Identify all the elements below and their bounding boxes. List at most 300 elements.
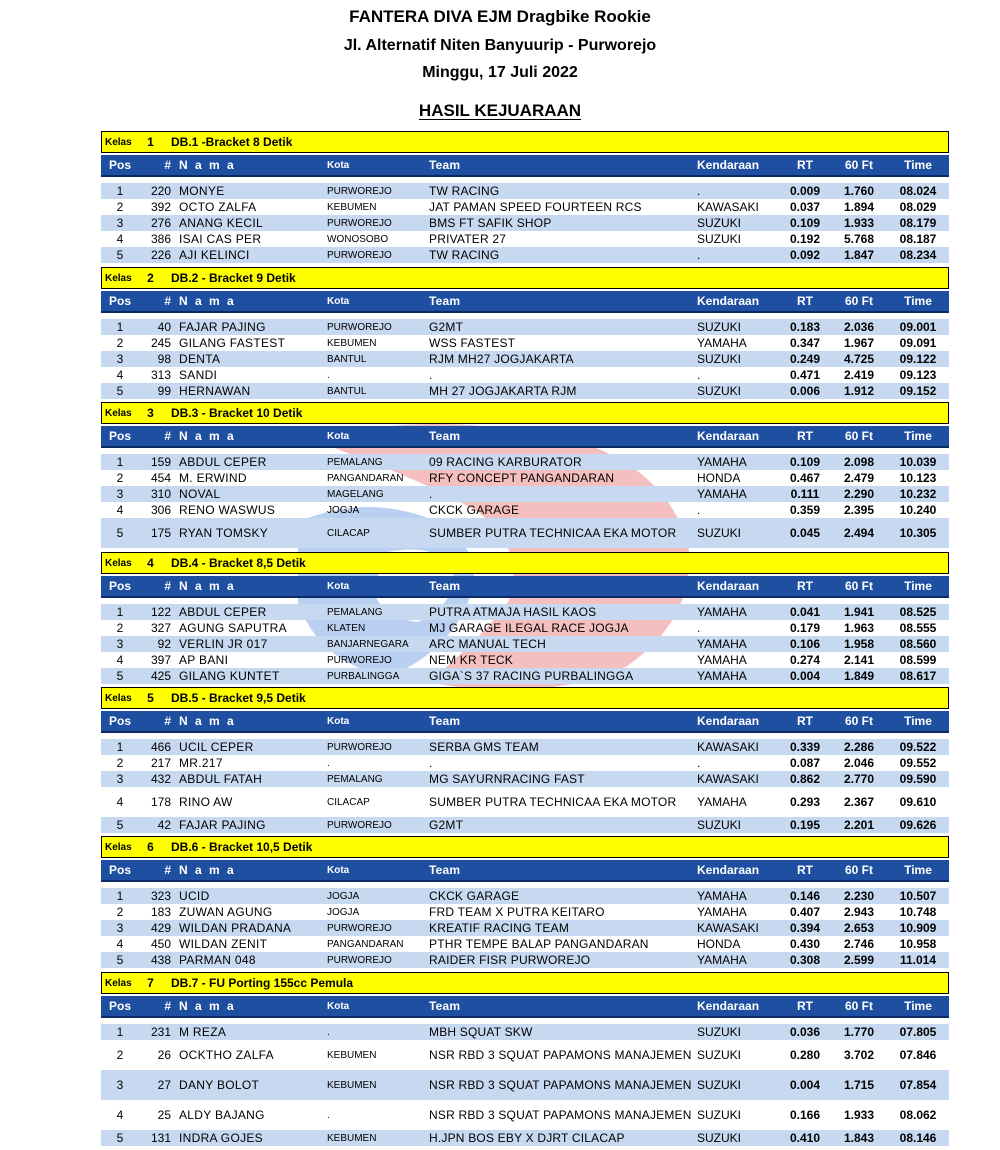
rider-name-cell: ABDUL CEPER bbox=[179, 455, 267, 469]
position-cell: 2 bbox=[116, 200, 124, 214]
result-row bbox=[101, 755, 949, 771]
vehicle-cell: YAMAHA bbox=[697, 336, 747, 350]
rider-name-cell: DANY BOLOT bbox=[179, 1078, 260, 1092]
result-row bbox=[101, 383, 949, 399]
finish-time-cell: 10.039 bbox=[899, 455, 937, 469]
position-cell: 3 bbox=[116, 772, 124, 786]
class-label: Kelas bbox=[105, 272, 132, 284]
class-section bbox=[101, 131, 949, 263]
team-cell: . bbox=[429, 368, 433, 382]
col-pos-header: Pos bbox=[108, 714, 131, 728]
position-cell: 1 bbox=[116, 889, 124, 903]
team-cell: G2MT bbox=[429, 320, 464, 334]
sixty-ft-cell: 1.849 bbox=[843, 669, 875, 683]
col-city-header: Kota bbox=[327, 295, 350, 307]
column-header-row bbox=[101, 860, 949, 882]
rider-name-cell: AJI KELINCI bbox=[179, 248, 250, 262]
class-section bbox=[101, 836, 949, 968]
class-number: 7 bbox=[147, 976, 154, 990]
city-cell: PURWOREJO bbox=[327, 741, 392, 753]
rider-name-cell: ZUWAN AGUNG bbox=[179, 905, 273, 919]
vehicle-cell: YAMAHA bbox=[697, 905, 747, 919]
vehicle-cell: SUZUKI bbox=[697, 352, 742, 366]
sixty-ft-cell: 1.963 bbox=[843, 621, 875, 635]
city-cell: PEMALANG bbox=[327, 773, 383, 785]
col-vehicle-header: Kendaraan bbox=[697, 714, 760, 728]
rider-number-cell: 466 bbox=[150, 740, 171, 754]
result-row bbox=[101, 1100, 949, 1130]
position-cell: 4 bbox=[116, 937, 124, 951]
col-rt-header: RT bbox=[797, 579, 813, 593]
rider-number-cell: 310 bbox=[150, 487, 171, 501]
col-number-header: # bbox=[164, 863, 171, 877]
result-heading: HASIL KEJUARAAN bbox=[418, 101, 582, 120]
rider-number-cell: 131 bbox=[150, 1131, 171, 1145]
result-row bbox=[101, 920, 949, 936]
finish-time-cell: 07.846 bbox=[899, 1048, 937, 1062]
sixty-ft-cell: 2.479 bbox=[843, 471, 875, 485]
col-number-header: # bbox=[164, 158, 171, 172]
finish-time-cell: 08.560 bbox=[899, 637, 937, 651]
col-city-header: Kota bbox=[327, 1000, 350, 1012]
col-rt-header: RT bbox=[797, 863, 813, 877]
class-section bbox=[101, 402, 949, 548]
class-label: Kelas bbox=[105, 692, 132, 704]
vehicle-cell: SUZUKI bbox=[697, 526, 742, 540]
vehicle-cell: YAMAHA bbox=[697, 455, 747, 469]
position-cell: 2 bbox=[116, 756, 124, 770]
rider-number-cell: 306 bbox=[150, 503, 171, 517]
col-vehicle-header: Kendaraan bbox=[697, 579, 760, 593]
reaction-time-cell: 0.467 bbox=[789, 471, 821, 485]
position-cell: 4 bbox=[116, 653, 124, 667]
team-cell: . bbox=[429, 487, 433, 501]
sixty-ft-cell: 2.395 bbox=[843, 503, 875, 517]
col-60ft-header: 60 Ft bbox=[844, 714, 873, 728]
finish-time-cell: 08.146 bbox=[899, 1131, 937, 1145]
position-cell: 3 bbox=[116, 1078, 124, 1092]
finish-time-cell: 08.525 bbox=[899, 605, 937, 619]
result-row bbox=[101, 620, 949, 636]
col-pos-header: Pos bbox=[108, 999, 131, 1013]
rider-name-cell: WILDAN ZENIT bbox=[179, 937, 268, 951]
rider-number-cell: 327 bbox=[150, 621, 171, 635]
rider-number-cell: 392 bbox=[150, 200, 171, 214]
team-cell: RAIDER FISR PURWOREJO bbox=[429, 953, 591, 967]
class-name: DB.1 -Bracket 8 Detik bbox=[171, 135, 293, 149]
result-row bbox=[101, 231, 949, 247]
reaction-time-cell: 0.006 bbox=[789, 384, 821, 398]
result-row bbox=[101, 787, 949, 817]
rider-name-cell: DENTA bbox=[179, 352, 221, 366]
finish-time-cell: 08.599 bbox=[899, 653, 937, 667]
col-vehicle-header: Kendaraan bbox=[697, 294, 760, 308]
event-date: Minggu, 17 Juli 2022 bbox=[422, 64, 578, 81]
sixty-ft-cell: 2.201 bbox=[843, 818, 875, 832]
reaction-time-cell: 0.347 bbox=[789, 336, 821, 350]
result-row bbox=[101, 904, 949, 920]
finish-time-cell: 08.617 bbox=[899, 669, 937, 683]
team-cell: MH 27 JOGJAKARTA RJM bbox=[429, 384, 577, 398]
sixty-ft-cell: 2.230 bbox=[843, 889, 875, 903]
col-pos-header: Pos bbox=[108, 429, 131, 443]
vehicle-cell: SUZUKI bbox=[697, 818, 742, 832]
reaction-time-cell: 0.862 bbox=[789, 772, 821, 786]
reaction-time-cell: 0.308 bbox=[789, 953, 821, 967]
position-cell: 2 bbox=[116, 905, 124, 919]
col-name-header: N a m a bbox=[179, 863, 236, 877]
col-name-header: N a m a bbox=[179, 579, 236, 593]
rider-number-cell: 183 bbox=[150, 905, 171, 919]
position-cell: 1 bbox=[116, 184, 124, 198]
team-cell: WSS FASTEST bbox=[429, 336, 516, 350]
city-cell: PURWOREJO bbox=[327, 249, 392, 261]
col-number-header: # bbox=[164, 999, 171, 1013]
vehicle-cell: SUZUKI bbox=[697, 1108, 742, 1122]
city-cell: KEBUMEN bbox=[327, 1079, 377, 1091]
team-cell: RJM MH27 JOGJAKARTA bbox=[429, 352, 574, 366]
city-cell: PURWOREJO bbox=[327, 321, 392, 333]
team-cell: G2MT bbox=[429, 818, 464, 832]
rider-number-cell: 175 bbox=[150, 526, 171, 540]
vehicle-cell: YAMAHA bbox=[697, 669, 747, 683]
rider-number-cell: 429 bbox=[150, 921, 171, 935]
col-60ft-header: 60 Ft bbox=[844, 158, 873, 172]
city-cell: . bbox=[327, 757, 330, 769]
position-cell: 3 bbox=[116, 352, 124, 366]
col-60ft-header: 60 Ft bbox=[844, 863, 873, 877]
sixty-ft-cell: 2.599 bbox=[843, 953, 875, 967]
rider-name-cell: OCKTHO ZALFA bbox=[179, 1048, 274, 1062]
rider-number-cell: 25 bbox=[157, 1108, 171, 1122]
vehicle-cell: HONDA bbox=[697, 937, 741, 951]
rider-name-cell: RENO WASWUS bbox=[179, 503, 276, 517]
event-title: FANTERA DIVA EJM Dragbike Rookie bbox=[349, 7, 651, 26]
vehicle-cell: . bbox=[697, 503, 701, 517]
finish-time-cell: 08.179 bbox=[899, 216, 937, 230]
position-cell: 4 bbox=[116, 368, 124, 382]
column-header-row bbox=[101, 996, 949, 1018]
sixty-ft-cell: 2.141 bbox=[843, 653, 875, 667]
rider-name-cell: ALDY BAJANG bbox=[179, 1108, 265, 1122]
class-label: Kelas bbox=[105, 977, 132, 989]
city-cell: PANGANDARAN bbox=[327, 938, 404, 950]
team-cell: JAT PAMAN SPEED FOURTEEN RCS bbox=[429, 200, 642, 214]
reaction-time-cell: 0.471 bbox=[789, 368, 821, 382]
city-cell: WONOSOBO bbox=[327, 233, 389, 245]
reaction-time-cell: 0.004 bbox=[789, 1078, 821, 1092]
rider-number-cell: 159 bbox=[150, 455, 171, 469]
sixty-ft-cell: 5.768 bbox=[843, 232, 875, 246]
team-cell: . bbox=[429, 756, 433, 770]
col-team-header: Team bbox=[429, 714, 461, 728]
vehicle-cell: SUZUKI bbox=[697, 1025, 742, 1039]
city-cell: BANTUL bbox=[327, 353, 367, 365]
rider-number-cell: 425 bbox=[150, 669, 171, 683]
sixty-ft-cell: 2.036 bbox=[843, 320, 875, 334]
col-number-header: # bbox=[164, 714, 171, 728]
col-time-header: Time bbox=[904, 294, 932, 308]
city-cell: PEMALANG bbox=[327, 606, 383, 618]
class-section bbox=[101, 267, 949, 399]
class-number: 2 bbox=[147, 271, 154, 285]
col-name-header: N a m a bbox=[179, 294, 236, 308]
reaction-time-cell: 0.183 bbox=[789, 320, 821, 334]
class-label: Kelas bbox=[105, 136, 132, 148]
finish-time-cell: 07.854 bbox=[899, 1078, 937, 1092]
position-cell: 2 bbox=[116, 1048, 124, 1062]
position-cell: 5 bbox=[116, 248, 124, 262]
finish-time-cell: 08.555 bbox=[899, 621, 937, 635]
sixty-ft-cell: 1.843 bbox=[843, 1131, 875, 1145]
col-time-header: Time bbox=[904, 714, 932, 728]
city-cell: CILACAP bbox=[327, 527, 370, 539]
reaction-time-cell: 0.111 bbox=[790, 487, 820, 501]
vehicle-cell: YAMAHA bbox=[697, 953, 747, 967]
position-cell: 2 bbox=[116, 621, 124, 635]
col-vehicle-header: Kendaraan bbox=[697, 429, 760, 443]
finish-time-cell: 08.234 bbox=[899, 248, 937, 262]
position-cell: 4 bbox=[116, 1108, 124, 1122]
result-row bbox=[101, 367, 949, 383]
class-number: 1 bbox=[147, 135, 154, 149]
team-cell: SUMBER PUTRA TECHNICAA EKA MOTOR bbox=[429, 795, 677, 809]
event-address: Jl. Alternatif Niten Banyuurip - Purworejo bbox=[343, 37, 657, 54]
sixty-ft-cell: 2.290 bbox=[843, 487, 875, 501]
position-cell: 1 bbox=[116, 1025, 124, 1039]
reaction-time-cell: 0.359 bbox=[789, 503, 821, 517]
rider-number-cell: 27 bbox=[157, 1078, 171, 1092]
result-row bbox=[101, 183, 949, 199]
finish-time-cell: 09.123 bbox=[899, 368, 937, 382]
vehicle-cell: KAWASAKI bbox=[697, 740, 759, 754]
sixty-ft-cell: 2.653 bbox=[843, 921, 875, 935]
city-cell: PEMALANG bbox=[327, 456, 383, 468]
class-section bbox=[101, 552, 949, 684]
result-row bbox=[101, 502, 949, 518]
col-rt-header: RT bbox=[797, 294, 813, 308]
team-cell: KREATIF RACING TEAM bbox=[429, 921, 570, 935]
finish-time-cell: 10.123 bbox=[899, 471, 937, 485]
col-pos-header: Pos bbox=[108, 579, 131, 593]
result-row bbox=[101, 952, 949, 968]
finish-time-cell: 08.062 bbox=[899, 1108, 937, 1122]
rider-name-cell: SANDI bbox=[179, 368, 218, 382]
reaction-time-cell: 0.192 bbox=[789, 232, 821, 246]
result-row bbox=[101, 636, 949, 652]
finish-time-cell: 09.626 bbox=[899, 818, 937, 832]
vehicle-cell: YAMAHA bbox=[697, 605, 747, 619]
vehicle-cell: YAMAHA bbox=[697, 637, 747, 651]
col-team-header: Team bbox=[429, 579, 461, 593]
city-cell: PURWOREJO bbox=[327, 185, 392, 197]
col-name-header: N a m a bbox=[179, 158, 236, 172]
position-cell: 5 bbox=[116, 1131, 124, 1145]
col-name-header: N a m a bbox=[179, 429, 236, 443]
position-cell: 1 bbox=[116, 605, 124, 619]
rider-name-cell: RYAN TOMSKY bbox=[179, 526, 269, 540]
sixty-ft-cell: 2.770 bbox=[843, 772, 875, 786]
team-cell: SUMBER PUTRA TECHNICAA EKA MOTOR bbox=[429, 526, 677, 540]
class-section bbox=[101, 687, 949, 833]
class-number: 3 bbox=[147, 406, 154, 420]
col-name-header: N a m a bbox=[179, 714, 236, 728]
sixty-ft-cell: 1.958 bbox=[843, 637, 875, 651]
result-row bbox=[101, 199, 949, 215]
finish-time-cell: 10.958 bbox=[899, 937, 937, 951]
city-cell: PURWOREJO bbox=[327, 654, 392, 666]
result-row bbox=[101, 888, 949, 904]
col-time-header: Time bbox=[904, 429, 932, 443]
vehicle-cell: SUZUKI bbox=[697, 216, 742, 230]
col-time-header: Time bbox=[904, 579, 932, 593]
rider-name-cell: ABDUL CEPER bbox=[179, 605, 267, 619]
team-cell: TW RACING bbox=[429, 248, 500, 262]
team-cell: NEM KR TECK bbox=[429, 653, 513, 667]
sixty-ft-cell: 1.933 bbox=[843, 1108, 875, 1122]
sixty-ft-cell: 1.760 bbox=[843, 184, 875, 198]
reaction-time-cell: 0.195 bbox=[789, 818, 821, 832]
rider-name-cell: WILDAN PRADANA bbox=[179, 921, 292, 935]
reaction-time-cell: 0.410 bbox=[789, 1131, 821, 1145]
finish-time-cell: 07.805 bbox=[899, 1025, 937, 1039]
reaction-time-cell: 0.166 bbox=[789, 1108, 821, 1122]
vehicle-cell: YAMAHA bbox=[697, 795, 747, 809]
finish-time-cell: 08.029 bbox=[899, 200, 937, 214]
reaction-time-cell: 0.394 bbox=[789, 921, 821, 935]
rider-number-cell: 92 bbox=[157, 637, 171, 651]
col-time-header: Time bbox=[904, 999, 932, 1013]
col-city-header: Kota bbox=[327, 715, 350, 727]
city-cell: . bbox=[327, 369, 330, 381]
result-row bbox=[101, 771, 949, 787]
city-cell: BANTUL bbox=[327, 385, 367, 397]
reaction-time-cell: 0.339 bbox=[789, 740, 821, 754]
city-cell: JOGJA bbox=[327, 504, 360, 516]
sixty-ft-cell: 2.367 bbox=[843, 795, 875, 809]
rider-name-cell: FAJAR PAJING bbox=[179, 818, 266, 832]
city-cell: MAGELANG bbox=[327, 488, 384, 500]
position-cell: 4 bbox=[116, 503, 124, 517]
rider-number-cell: 42 bbox=[157, 818, 171, 832]
vehicle-cell: YAMAHA bbox=[697, 653, 747, 667]
position-cell: 1 bbox=[116, 320, 124, 334]
rider-number-cell: 397 bbox=[150, 653, 171, 667]
vehicle-cell: SUZUKI bbox=[697, 1131, 742, 1145]
team-cell: ARC MANUAL TECH bbox=[429, 637, 547, 651]
reaction-time-cell: 0.037 bbox=[789, 200, 821, 214]
result-row bbox=[101, 1040, 949, 1070]
reaction-time-cell: 0.087 bbox=[789, 756, 821, 770]
city-cell: PANGANDARAN bbox=[327, 472, 404, 484]
team-cell: H.JPN BOS EBY X DJRT CILACAP bbox=[429, 1131, 625, 1145]
team-cell: MBH SQUAT SKW bbox=[429, 1025, 533, 1039]
city-cell: KLATEN bbox=[327, 622, 366, 634]
result-row bbox=[101, 518, 949, 548]
class-header-bar bbox=[101, 687, 949, 709]
col-team-header: Team bbox=[429, 863, 461, 877]
rider-name-cell: ABDUL FATAH bbox=[179, 772, 263, 786]
team-cell: RFY CONCEPT PANGANDARAN bbox=[429, 471, 615, 485]
reaction-time-cell: 0.293 bbox=[789, 795, 821, 809]
result-row bbox=[101, 936, 949, 952]
vehicle-cell: SUZUKI bbox=[697, 1048, 742, 1062]
sixty-ft-cell: 4.725 bbox=[843, 352, 875, 366]
rider-number-cell: 432 bbox=[150, 772, 171, 786]
sixty-ft-cell: 1.941 bbox=[843, 605, 875, 619]
sixty-ft-cell: 1.894 bbox=[843, 200, 875, 214]
column-header-row bbox=[101, 576, 949, 598]
col-team-header: Team bbox=[429, 999, 461, 1013]
vehicle-cell: . bbox=[697, 184, 701, 198]
class-name: DB.6 - Bracket 10,5 Detik bbox=[171, 840, 313, 854]
reaction-time-cell: 0.407 bbox=[789, 905, 821, 919]
team-cell: BMS FT SAFIK SHOP bbox=[429, 216, 552, 230]
class-number: 6 bbox=[147, 840, 154, 854]
reaction-time-cell: 0.109 bbox=[789, 455, 821, 469]
col-name-header: N a m a bbox=[179, 999, 236, 1013]
rider-number-cell: 220 bbox=[150, 184, 171, 198]
result-row bbox=[101, 1070, 949, 1100]
position-cell: 1 bbox=[116, 740, 124, 754]
class-number: 4 bbox=[147, 556, 154, 570]
result-row bbox=[101, 470, 949, 486]
team-cell: CKCK GARAGE bbox=[429, 503, 520, 517]
vehicle-cell: . bbox=[697, 756, 701, 770]
rider-name-cell: GILANG KUNTET bbox=[179, 669, 280, 683]
position-cell: 5 bbox=[116, 669, 124, 683]
vehicle-cell: KAWASAKI bbox=[697, 200, 759, 214]
vehicle-cell: KAWASAKI bbox=[697, 772, 759, 786]
class-name: DB.5 - Bracket 9,5 Detik bbox=[171, 691, 306, 705]
finish-time-cell: 10.909 bbox=[899, 921, 937, 935]
position-cell: 2 bbox=[116, 471, 124, 485]
finish-time-cell: 09.552 bbox=[899, 756, 937, 770]
col-team-header: Team bbox=[429, 294, 461, 308]
col-pos-header: Pos bbox=[108, 294, 131, 308]
rider-name-cell: PARMAN 048 bbox=[179, 953, 256, 967]
position-cell: 2 bbox=[116, 336, 124, 350]
position-cell: 3 bbox=[116, 487, 124, 501]
reaction-time-cell: 0.045 bbox=[789, 526, 821, 540]
rider-number-cell: 178 bbox=[150, 795, 171, 809]
city-cell: PURWOREJO bbox=[327, 217, 392, 229]
city-cell: KEBUMEN bbox=[327, 1049, 377, 1061]
rider-name-cell: M REZA bbox=[179, 1025, 227, 1039]
rider-number-cell: 386 bbox=[150, 232, 171, 246]
col-60ft-header: 60 Ft bbox=[844, 579, 873, 593]
col-number-header: # bbox=[164, 579, 171, 593]
column-header-row bbox=[101, 155, 949, 177]
sixty-ft-cell: 1.770 bbox=[843, 1025, 875, 1039]
rider-name-cell: NOVAL bbox=[179, 487, 221, 501]
sixty-ft-cell: 2.098 bbox=[843, 455, 875, 469]
vehicle-cell: YAMAHA bbox=[697, 487, 747, 501]
result-row bbox=[101, 247, 949, 263]
result-row bbox=[101, 215, 949, 231]
rider-name-cell: GILANG FASTEST bbox=[179, 336, 286, 350]
result-row bbox=[101, 668, 949, 684]
team-cell: 09 RACING KARBURATOR bbox=[429, 455, 582, 469]
rider-name-cell: M. ERWIND bbox=[179, 471, 247, 485]
class-header-bar bbox=[101, 402, 949, 424]
sixty-ft-cell: 2.494 bbox=[843, 526, 875, 540]
position-cell: 5 bbox=[116, 384, 124, 398]
reaction-time-cell: 0.179 bbox=[789, 621, 821, 635]
rider-number-cell: 98 bbox=[157, 352, 171, 366]
sixty-ft-cell: 1.715 bbox=[843, 1078, 875, 1092]
finish-time-cell: 08.024 bbox=[899, 184, 937, 198]
